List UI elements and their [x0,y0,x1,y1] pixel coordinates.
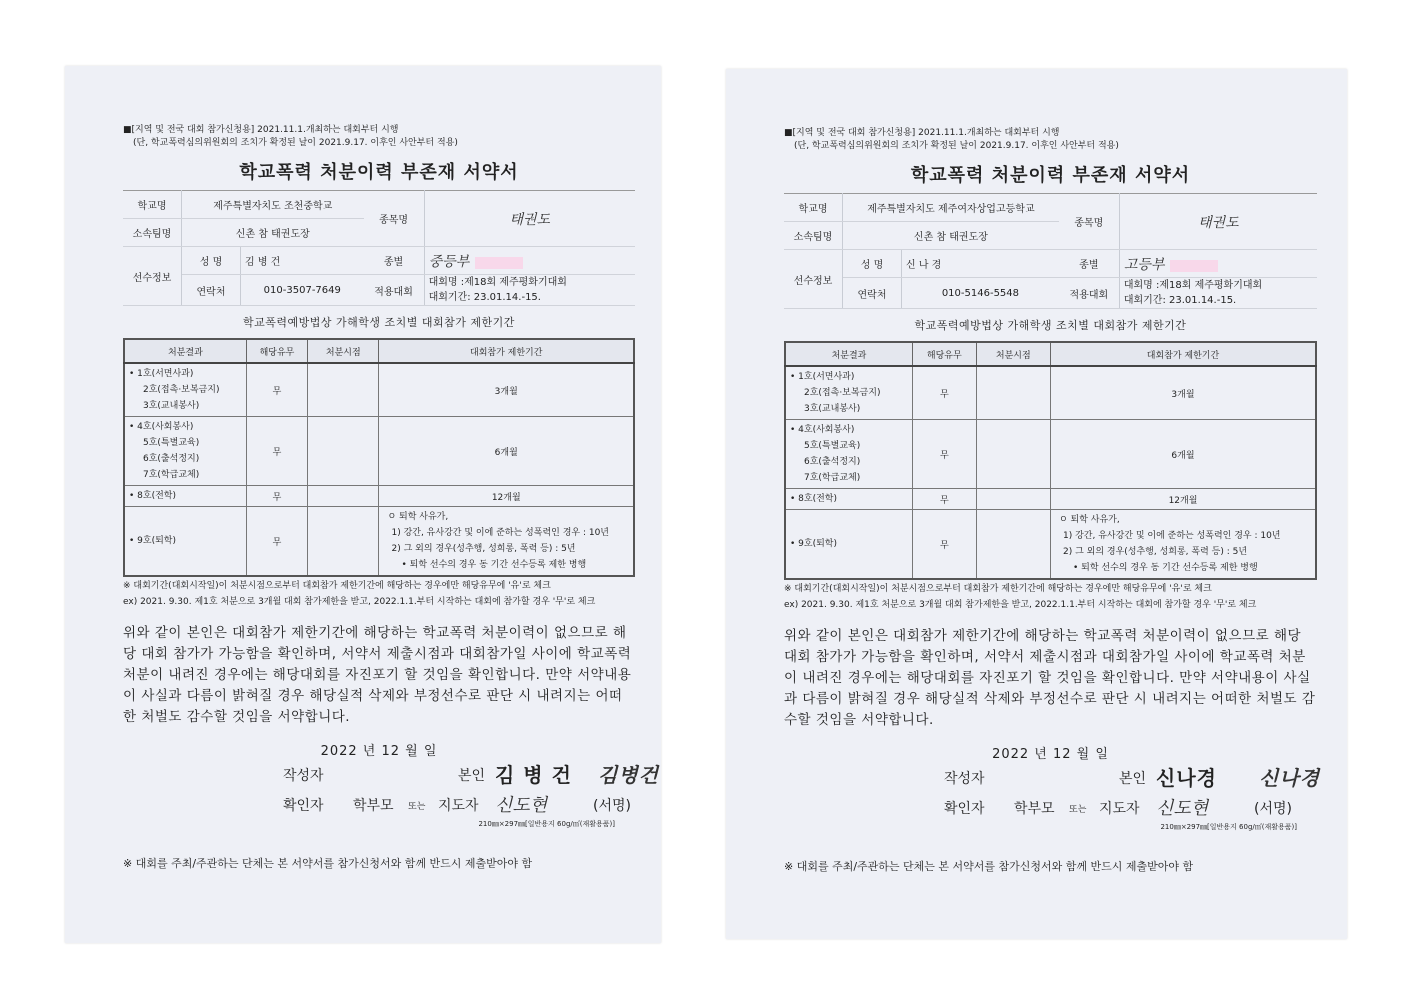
parent-label: 학부모 [1014,801,1055,817]
team-label: 소속팀명 [784,222,843,250]
status-cell: 무 [912,510,976,580]
coach-label: 지도자 [438,798,479,814]
disposition-date-cell [308,363,379,417]
col-header: 처분결과 [785,342,912,366]
division-label: 종별 [1059,250,1120,278]
school-name: 제주특별자치도 제주여자상업고등학교 [843,194,1059,222]
expulsion-rule: 1) 강간, 유사강간 및 이에 준하는 성폭력인 경우 : 10년 [391,528,609,538]
expulsion-rule: 2) 그 외의 경우(성추행, 성희롱, 폭력 등) : 5년 [1062,547,1248,557]
player-info-label: 선수정보 [784,250,843,309]
table-row [124,363,634,417]
measure-kinds [785,489,912,510]
col-header: 대회참가 제한기간 [1050,342,1316,366]
contest-name: 대회명 :제18회 제주평화기대회 [1123,280,1263,291]
measure-kind: • 8호(전학) [790,494,838,504]
measure-kind: • 9호(퇴학) [790,539,838,549]
notice-line-1: ■[지역 및 전국 대회 참가신청용] 2021.11.1.개최하는 대회부터 시행 [784,128,1060,138]
table-row [785,510,1316,580]
measure-kind: • 9호(퇴학) [129,536,177,546]
restriction-period-cell: 12개월 [379,486,634,507]
measure-kinds [124,417,246,486]
note-1: ※ 대회기간(대회시작일)이 처분시점으로부터 대회참가 제한기간에 해당하는 경우에만 해당유무에 '유'로 체크 [784,584,1212,594]
table-row [785,489,1316,510]
name-label: 성 명 [843,250,902,278]
division-label: 종별 [364,247,425,275]
col-header: 해당유무 [246,339,307,363]
disposition-date-cell [308,486,379,507]
restriction-period-cell: 3개월 [379,363,634,417]
player-name: 신 나 경 [902,250,1059,278]
measure-kind: • 1호(서면사과) [790,372,855,382]
measure-kind: 7호(학급교체) [804,473,861,483]
notice-line-2: (단, 학교폭력심의위원회의 조치가 확정된 날이 2021.9.17. 이후인 사안부터 적용) [133,138,458,148]
seal-label: (서명) [1254,801,1292,817]
col-header: 처분결과 [124,339,246,363]
redaction-mark [1170,260,1218,272]
event-label: 종목명 [1059,194,1120,250]
footer-note: ※ 대회를 주최/주관하는 단체는 본 서약서를 참가신청서와 함께 반드시 제출받아야 함 [123,857,533,870]
signed-name: 김 병 건 [495,763,572,787]
phone-number: 010-5146-5548 [902,278,1059,309]
confirm-row [784,798,1317,822]
restriction-subtitle: 학교폭력예방법상 가해학생 조치별 대회참가 제한기간 [243,316,515,329]
measure-kinds [124,486,246,507]
player-name: 김 병 건 [241,247,364,275]
seal-label: (서명) [593,798,631,814]
note-2: ex) 2021. 9.30. 제1호 처분으로 3개월 대회 참가제한을 받고, 2022.1.1.부터 시작하는 대회에 참가할 경우 '무'로 체크 [784,600,1257,610]
team-name: 신촌 참 태권도장 [843,222,1059,250]
status-cell: 무 [912,489,976,510]
measure-kind: 2호(접촉·보복금지) [804,388,881,398]
signature-mark: 신나경 [1259,766,1320,790]
coach-signature: 신도현 [495,795,548,816]
expulsion-rule: • 퇴학 선수의 경우 동 기간 선수등록 제한 병행 [1072,563,1258,573]
confirm-label: 확인자 [944,801,985,817]
disposition-date-cell [976,489,1050,510]
note-1: ※ 대회기간(대회시작일)이 처분시점으로부터 대회참가 제한기간에 해당하는 경우에만 해당유무에 '유'로 체크 [123,581,551,591]
table-row [124,417,634,486]
measure-kind: 6호(출석정지) [804,457,861,467]
restriction-period-cell: 3개월 [1050,366,1316,420]
contest-period: 대회기간: 23.01.14.-15. [428,292,541,303]
measure-kind: 6호(출석정지) [143,454,200,464]
parent-label: 학부모 [353,798,394,814]
document-content [123,124,659,871]
event-value: 태권도 [1119,194,1317,250]
or-label: 또는 [408,802,426,812]
restriction-period-cell [379,507,634,577]
table-row [124,507,634,577]
restriction-subtitle: 학교폭력예방법상 가해학생 조치별 대회참가 제한기간 [914,319,1187,332]
player-info-label: 선수정보 [123,247,182,306]
pledge-document-right [726,69,1347,939]
col-header: 처분시점 [976,342,1050,366]
disposition-date-cell [976,366,1050,420]
measure-kind: 3호(교내봉사) [804,404,861,414]
school-name: 제주특별자치도 조천중학교 [182,191,364,219]
player-info-table [123,190,635,306]
table-row [124,486,634,507]
measure-kinds [785,366,912,420]
contest-name: 대회명 :제18회 제주평화기대회 [428,277,567,288]
disposition-date-cell [308,417,379,486]
measure-kinds [785,420,912,489]
pledge-body: 위와 같이 본인은 대회참가 제한기간에 해당하는 학교폭력 처분이력이 없으므로 해당 대회 참가가 가능함을 확인하며, 서약서 제출시점과 대회참가일 사이에 학교폭력 처분이 내려진 경우에는 해당대회를 자진포기 할 것임을 확인합니다. 만약 서약내용이 사실과 다름이 밝혀질 경우 해당실적 삭제와 부정선수로 판단 시 내려지는 어떠한 처벌도 감수할 것임을 서약합니다. [123,625,632,725]
signature-mark: 김병건 [598,763,659,787]
measure-kinds [785,510,912,580]
contact-label: 연락처 [182,275,241,306]
status-cell: 무 [912,420,976,489]
date-line: 2022 년 12 월 일 [992,747,1109,762]
restriction-table [123,338,635,577]
col-header: 해당유무 [912,342,976,366]
disposition-date-cell [308,507,379,577]
footer-note: ※ 대회를 주최/주관하는 단체는 본 서약서를 참가신청서와 함께 반드시 제출받아야 함 [784,860,1194,873]
expulsion-rule: ㅇ 퇴학 사유가, [1058,515,1120,525]
document-title: 학교폭력 처분이력 부존재 서약서 [239,162,519,183]
measure-kinds [124,363,246,417]
measure-kind: 5호(특별교육) [804,441,861,451]
expulsion-rule: ㅇ 퇴학 사유가, [387,512,449,522]
restriction-period-cell: 6개월 [379,417,634,486]
school-label: 학교명 [784,194,843,222]
division-value: 중등부 [428,253,470,270]
status-cell: 무 [246,363,307,417]
self-label: 본인 [458,768,486,784]
measure-kinds [124,507,246,577]
writer-row [123,763,659,789]
measure-kind: 7호(학급교체) [143,470,200,480]
or-label: 또는 [1069,805,1087,815]
contact-label: 연락처 [843,278,902,309]
measure-kind: • 8호(전학) [129,491,177,501]
self-label: 본인 [1119,771,1147,787]
restriction-period-cell [1050,510,1316,580]
division-value: 고등부 [1123,256,1165,273]
expulsion-rule: 1) 강간, 유사강간 및 이에 준하는 성폭력인 경우 : 10년 [1062,531,1281,541]
document-content [784,127,1320,874]
date-line: 2022 년 12 월 일 [320,744,438,759]
competition-label: 적용대회 [364,275,425,306]
restriction-period-cell: 6개월 [1050,420,1316,489]
document-title: 학교폭력 처분이력 부존재 서약서 [910,165,1191,186]
status-cell: 무 [246,507,307,577]
status-cell: 무 [912,366,976,420]
school-label: 학교명 [123,191,182,219]
name-label: 성 명 [182,247,241,275]
col-header: 처분시점 [308,339,379,363]
col-header: 대회참가 제한기간 [379,339,634,363]
confirm-row [123,795,635,819]
coach-signature: 신도현 [1156,798,1209,819]
table-row [785,366,1316,420]
disposition-date-cell [976,420,1050,489]
contest-period: 대회기간: 23.01.14.-15. [1123,295,1237,306]
measure-kind: 3호(교내봉사) [143,401,200,411]
restriction-period-cell: 12개월 [1050,489,1316,510]
restriction-table [784,341,1317,580]
pledge-document-left [65,66,661,943]
writer-label: 작성자 [283,768,324,784]
disposition-date-cell [976,510,1050,580]
measure-kind: • 4호(사회봉사) [790,425,855,435]
signed-name: 신나경 [1156,766,1217,790]
redaction-mark [475,257,523,269]
measure-kind: • 1호(서면사과) [129,369,194,379]
notice-line-2: (단, 학교폭력심의위원회의 조치가 확정된 날이 2021.9.17. 이후인 사안부터 적용) [794,141,1119,151]
event-label: 종목명 [364,191,425,247]
status-cell: 무 [246,417,307,486]
confirm-label: 확인자 [283,798,324,814]
measure-kind: • 4호(사회봉사) [129,422,194,432]
phone-number: 010-3507-7649 [241,275,364,306]
measure-kind: 2호(접촉·보복금지) [143,385,220,395]
team-name: 신촌 참 태권도장 [182,219,364,247]
team-label: 소속팀명 [123,219,182,247]
player-info-table [784,193,1317,309]
paper-spec: 210㎜×297㎜[일반용지 60g/㎡(재활용품)] [1160,823,1297,831]
competition-label: 적용대회 [1059,278,1120,309]
table-row [785,420,1316,489]
note-2: ex) 2021. 9.30. 제1호 처분으로 3개월 대회 참가제한을 받고, 2022.1.1.부터 시작하는 대회에 참가할 경우 '무'로 체크 [123,597,596,607]
event-value: 태권도 [424,191,635,247]
measure-kind: 5호(특별교육) [143,438,200,448]
expulsion-rule: • 퇴학 선수의 경우 동 기간 선수등록 제한 병행 [401,560,587,570]
status-cell: 무 [246,486,307,507]
coach-label: 지도자 [1099,801,1140,817]
paper-spec: 210㎜×297㎜[일반용지 60g/㎡(재활용품)] [478,820,615,828]
writer-label: 작성자 [944,771,985,787]
notice-line-1: ■[지역 및 전국 대회 참가신청용] 2021.11.1.개최하는 대회부터 시행 [123,125,399,135]
expulsion-rule: 2) 그 외의 경우(성추행, 성희롱, 폭력 등) : 5년 [391,544,576,554]
writer-row [784,766,1320,792]
pledge-body: 위와 같이 본인은 대회참가 제한기간에 해당하는 학교폭력 처분이력이 없으므로 해당 대회 참가가 가능함을 확인하며, 서약서 제출시점과 대회참가일 사이에 학교폭력 처분이 내려진 경우에는 해당대회를 자진포기 할 것임을 확인합니다. 만약 서약내용이 사실과 다름이 밝혀질 경우 해당실적 삭제와 부정선수로 판단 시 내려지는 어떠한 처벌도 감수할 것임을 서약합니다. [784,628,1316,728]
